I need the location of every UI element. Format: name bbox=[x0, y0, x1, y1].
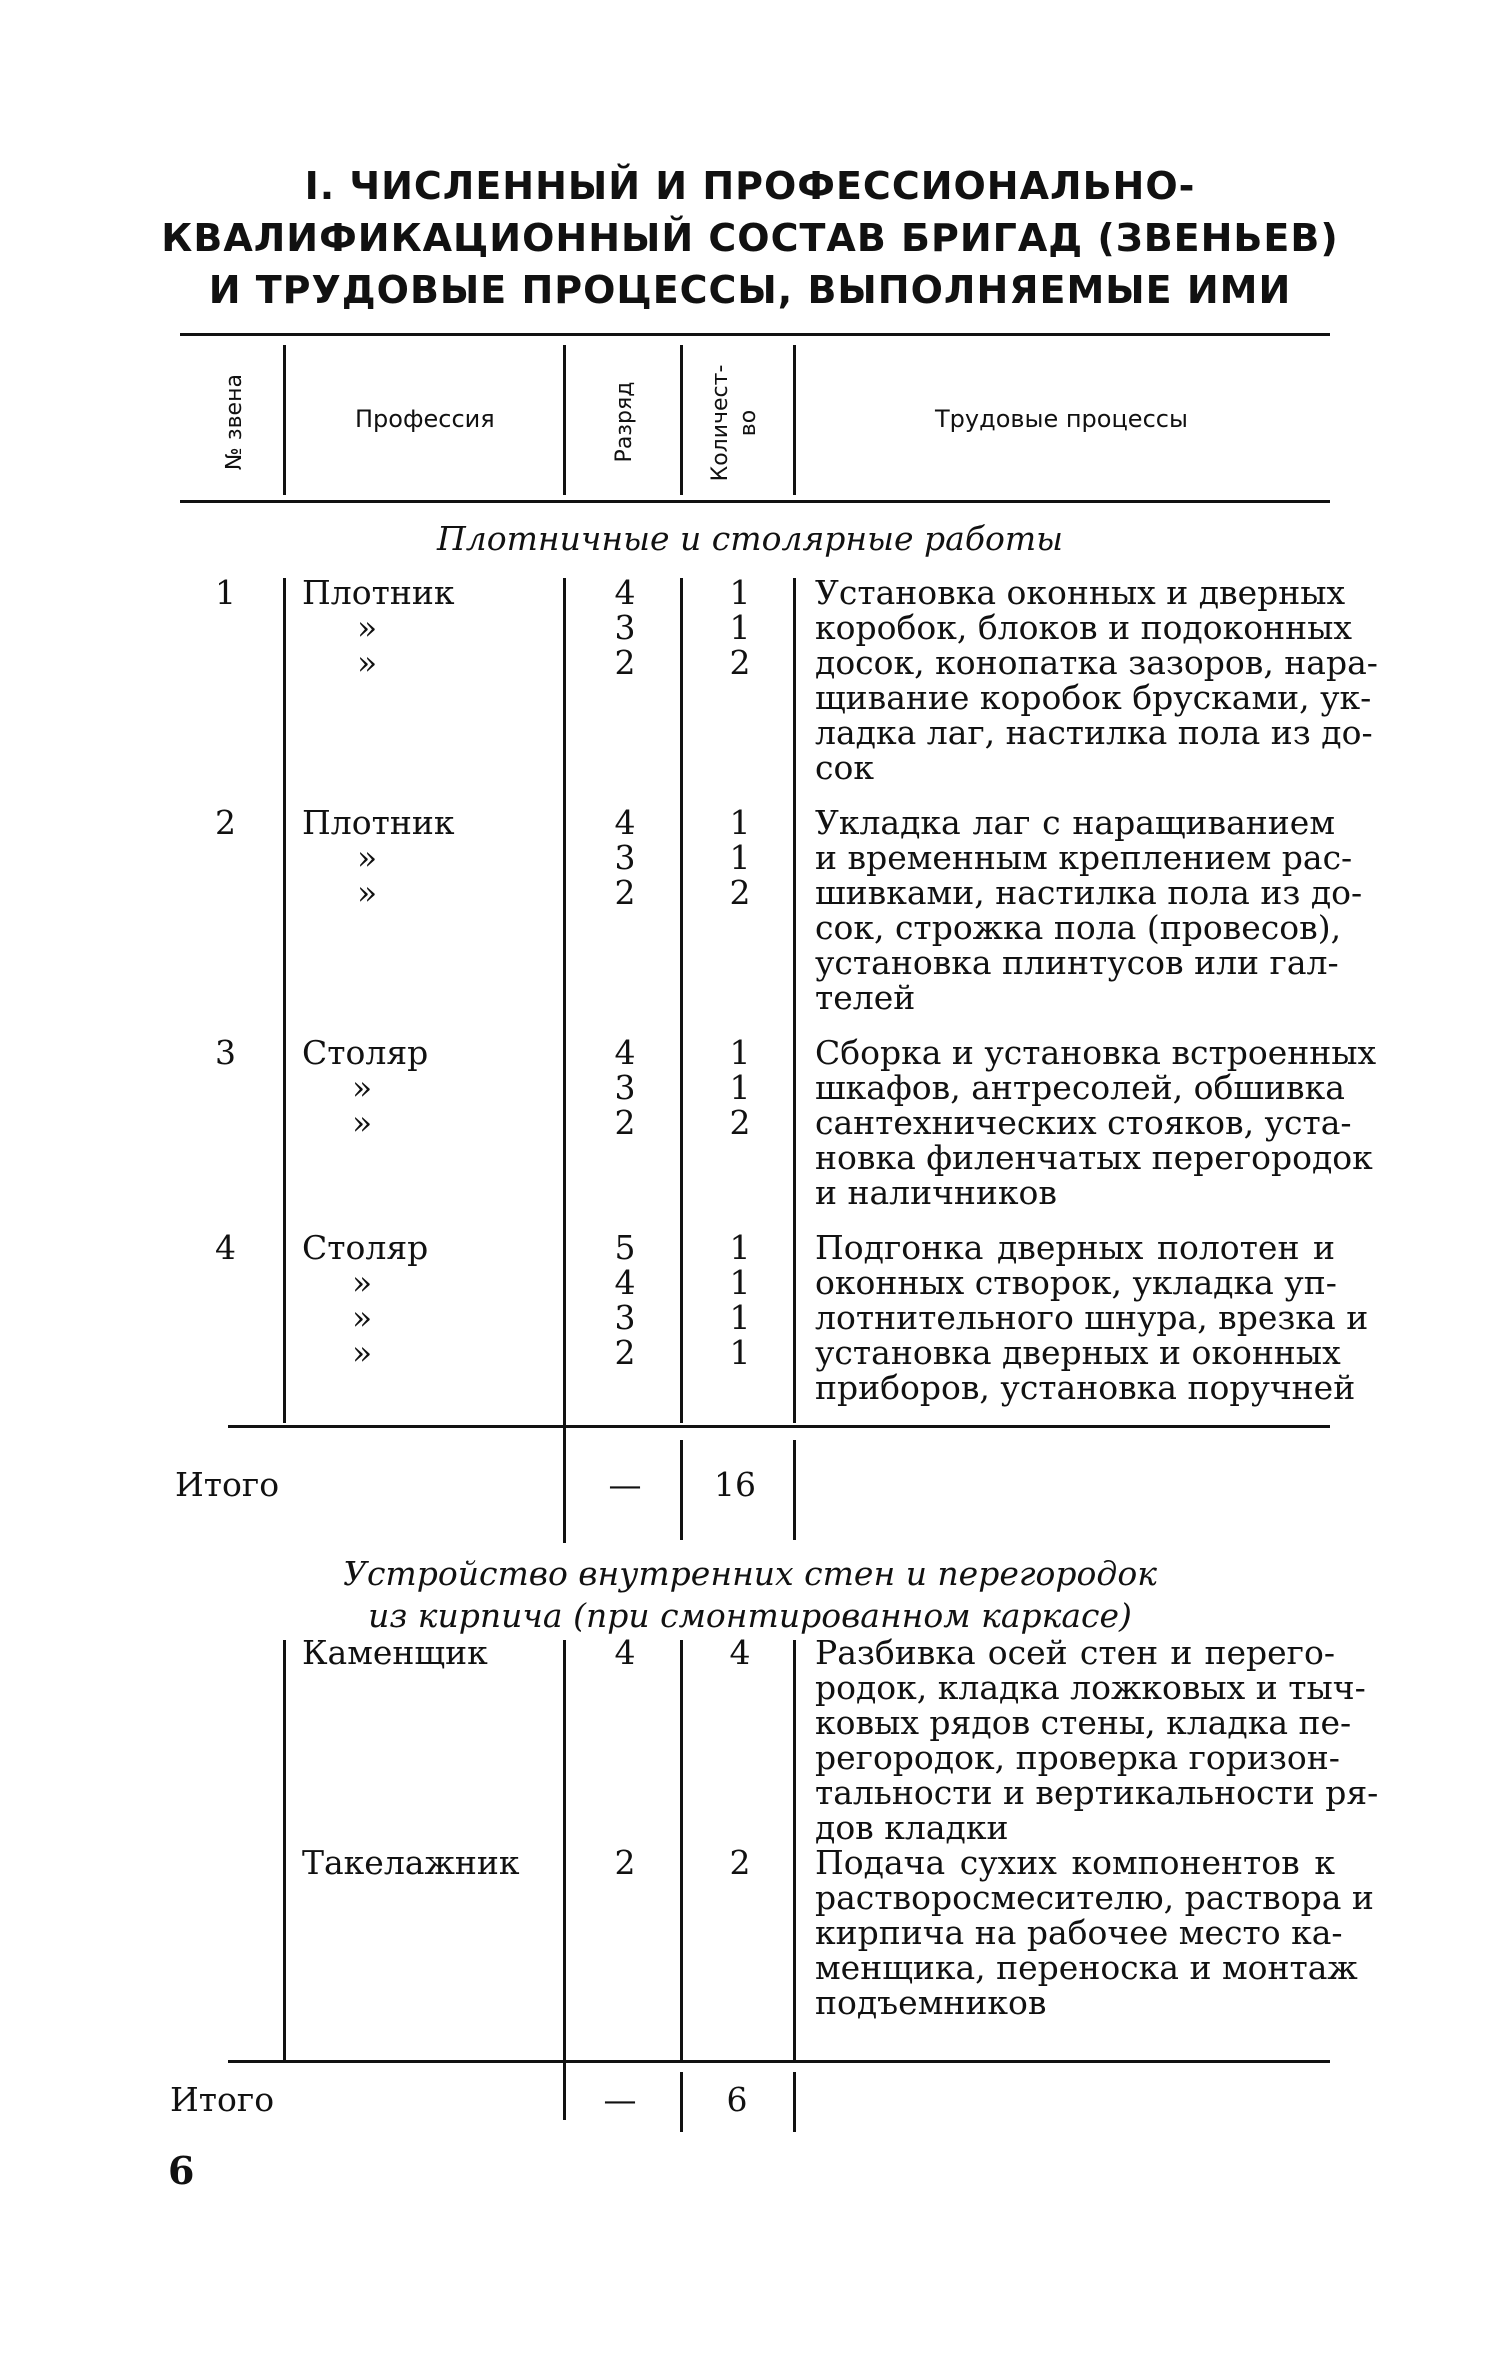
process-line: коробок, блоков и подоконных bbox=[815, 608, 1352, 647]
column-divider bbox=[283, 1640, 286, 2060]
count-value: 1 bbox=[729, 1263, 751, 1302]
ditto-mark: » bbox=[352, 1298, 373, 1337]
process-line: и временным креплением рас- bbox=[815, 838, 1353, 877]
ditto-mark: » bbox=[352, 1103, 373, 1142]
process-description bbox=[815, 573, 1378, 787]
profession-name: Плотник bbox=[302, 803, 455, 842]
header-divider bbox=[793, 345, 796, 495]
count-value: 1 bbox=[729, 1298, 751, 1337]
grade-value: 4 bbox=[614, 1263, 636, 1302]
column-divider bbox=[680, 578, 683, 1423]
section-title: Плотничные и столярные работы bbox=[436, 519, 1064, 558]
process-line: менщика, переноска и монтаж bbox=[815, 1948, 1358, 1987]
header-count-line-2: во bbox=[736, 409, 761, 437]
page-title bbox=[150, 160, 1350, 316]
ditto-mark: » bbox=[352, 1068, 373, 1107]
process-line: растворосмесителю, раствора и bbox=[815, 1878, 1374, 1917]
ditto-mark: » bbox=[357, 873, 378, 912]
total-label: Итого bbox=[170, 2080, 275, 2119]
column-divider bbox=[793, 578, 796, 1423]
process-description bbox=[815, 1033, 1377, 1212]
grade-value: 4 bbox=[614, 1633, 636, 1672]
count-value: 1 bbox=[729, 608, 751, 647]
process-line: дов кладки bbox=[815, 1808, 1009, 1847]
title-line-3: И ТРУДОВЫЕ ПРОЦЕССЫ, ВЫПОЛНЯЕМЫЕ ИМИ bbox=[208, 268, 1292, 312]
process-description bbox=[815, 1228, 1369, 1407]
profession-cell bbox=[302, 805, 552, 910]
grade-cell bbox=[585, 805, 665, 910]
count-value: 1 bbox=[729, 573, 751, 612]
grade-value: 2 bbox=[614, 643, 636, 682]
count-cell bbox=[700, 1035, 780, 1140]
count-value: 1 bbox=[729, 1228, 751, 1267]
profession-cell bbox=[302, 1230, 552, 1370]
count-cell bbox=[700, 805, 780, 910]
unit-number: 3 bbox=[215, 1033, 236, 1072]
total-rule bbox=[228, 1425, 1330, 1428]
total-divider bbox=[793, 1440, 796, 1540]
section-title-line-1: Устройство внутренних стен и перегородок bbox=[343, 1554, 1157, 1593]
table-top-rule bbox=[180, 333, 1330, 336]
process-line: родок, кладка ложковых и тыч- bbox=[815, 1668, 1366, 1707]
ditto-mark: » bbox=[357, 608, 378, 647]
count-value: 1 bbox=[729, 1333, 751, 1372]
column-divider bbox=[563, 1640, 566, 2120]
process-line: и наличников bbox=[815, 1173, 1057, 1212]
count-value: 2 bbox=[729, 1843, 751, 1882]
process-line: тальности и вертикальности ря- bbox=[815, 1773, 1379, 1812]
total-divider bbox=[680, 1440, 683, 1540]
process-line: Подгонка дверных полотен и bbox=[815, 1228, 1335, 1267]
header-divider bbox=[283, 345, 286, 495]
total-count: 6 bbox=[726, 2080, 748, 2119]
unit-number: 4 bbox=[215, 1228, 236, 1267]
process-line: кирпича на рабочее место ка- bbox=[815, 1913, 1343, 1952]
total-grade: — bbox=[603, 2080, 637, 2119]
process-line: ковых рядов стены, кладка пе- bbox=[815, 1703, 1352, 1742]
process-line: сок, строжка пола (провесов), bbox=[815, 908, 1342, 947]
section-title bbox=[300, 1553, 1200, 1637]
process-line: шкафов, антресолей, обшивка bbox=[815, 1068, 1345, 1107]
column-divider bbox=[563, 578, 566, 1543]
grade-value: 4 bbox=[614, 573, 636, 612]
profession-name: Столяр bbox=[302, 1228, 429, 1267]
header-divider bbox=[563, 345, 566, 495]
grade-value: 3 bbox=[614, 608, 636, 647]
process-line: Подача сухих компонентов к bbox=[815, 1843, 1335, 1882]
count-value: 2 bbox=[729, 873, 751, 912]
unit-number: 2 bbox=[215, 803, 236, 842]
grade-value: 3 bbox=[614, 1068, 636, 1107]
title-line-2: КВАЛИФИКАЦИОННЫЙ СОСТАВ БРИГАД (ЗВЕНЬЕВ) bbox=[161, 216, 1339, 260]
total-label: Итого bbox=[175, 1465, 280, 1504]
process-line: щивание коробок брусками, ук- bbox=[815, 678, 1372, 717]
header-count bbox=[707, 353, 763, 493]
header-grade: Разряд bbox=[612, 381, 637, 463]
header-unit-no: № звена bbox=[222, 374, 247, 470]
profession-name: Такелажник bbox=[302, 1843, 520, 1882]
header-processes: Трудовые процессы bbox=[935, 405, 1188, 433]
ditto-mark: » bbox=[357, 643, 378, 682]
ditto-mark: » bbox=[357, 838, 378, 877]
process-line: сок bbox=[815, 748, 874, 787]
header-profession: Профессия bbox=[355, 405, 495, 433]
process-line: регородок, проверка горизон- bbox=[815, 1738, 1340, 1777]
ditto-mark: » bbox=[352, 1333, 373, 1372]
count-value: 1 bbox=[729, 803, 751, 842]
count-value: 2 bbox=[729, 643, 751, 682]
grade-cell bbox=[585, 575, 665, 680]
profession-name: Каменщик bbox=[302, 1633, 488, 1672]
grade-cell bbox=[585, 1035, 665, 1140]
header-divider bbox=[680, 345, 683, 495]
grade-value: 2 bbox=[614, 1333, 636, 1372]
total-rule bbox=[228, 2060, 1330, 2063]
profession-name: Плотник bbox=[302, 573, 455, 612]
grade-value: 3 bbox=[614, 1298, 636, 1337]
process-line: шивками, настилка пола из до- bbox=[815, 873, 1363, 912]
profession-cell bbox=[302, 1035, 552, 1140]
process-line: оконных створок, укладка уп- bbox=[815, 1263, 1337, 1302]
header-count-line-1: Количест- bbox=[708, 364, 733, 482]
grade-cell bbox=[585, 1230, 665, 1370]
count-value: 4 bbox=[729, 1633, 751, 1672]
process-line: новка филенчатых перегородок bbox=[815, 1138, 1373, 1177]
grade-value: 2 bbox=[614, 873, 636, 912]
process-line: Сборка и установка встроенных bbox=[815, 1033, 1377, 1072]
count-cell bbox=[700, 575, 780, 680]
process-line: Разбивка осей стен и перего- bbox=[815, 1633, 1335, 1672]
grade-value: 5 bbox=[614, 1228, 636, 1267]
grade-value: 2 bbox=[614, 1103, 636, 1142]
unit-number: 1 bbox=[215, 573, 236, 612]
grade-value: 3 bbox=[614, 838, 636, 877]
total-count: 16 bbox=[714, 1465, 756, 1504]
grade-value: 2 bbox=[614, 1843, 636, 1882]
process-line: лотнительного шнура, врезка и bbox=[815, 1298, 1369, 1337]
column-divider bbox=[283, 578, 286, 1423]
process-line: сантехнических стояков, уста- bbox=[815, 1103, 1352, 1142]
count-value: 1 bbox=[729, 1068, 751, 1107]
table-header-rule bbox=[180, 500, 1330, 503]
process-line: Установка оконных и дверных bbox=[815, 573, 1346, 612]
total-divider bbox=[793, 2072, 796, 2132]
total-divider bbox=[680, 2072, 683, 2132]
column-divider bbox=[680, 1640, 683, 2060]
page-number: 6 bbox=[168, 2148, 195, 2193]
column-divider bbox=[793, 1640, 796, 2060]
process-line: телей bbox=[815, 978, 916, 1017]
grade-value: 4 bbox=[614, 803, 636, 842]
process-description bbox=[815, 1843, 1374, 2022]
process-line: приборов, установка поручней bbox=[815, 1368, 1356, 1407]
grade-value: 4 bbox=[614, 1033, 636, 1072]
process-description bbox=[815, 803, 1363, 1017]
process-description bbox=[815, 1633, 1379, 1847]
count-value: 1 bbox=[729, 1033, 751, 1072]
title-line-1: I. ЧИСЛЕННЫЙ И ПРОФЕССИОНАЛЬНО- bbox=[304, 164, 1196, 208]
process-line: ладка лаг, настилка пола из до- bbox=[815, 713, 1373, 752]
process-line: подъемников bbox=[815, 1983, 1047, 2022]
ditto-mark: » bbox=[352, 1263, 373, 1302]
process-line: досок, конопатка зазоров, нара- bbox=[815, 643, 1378, 682]
section-title-line-2: из кирпича (при смонтированном каркасе) bbox=[368, 1596, 1132, 1635]
process-line: установка дверных и оконных bbox=[815, 1333, 1341, 1372]
profession-name: Столяр bbox=[302, 1033, 429, 1072]
process-line: Укладка лаг с наращиванием bbox=[815, 803, 1335, 842]
count-cell bbox=[700, 1230, 780, 1370]
count-value: 2 bbox=[729, 1103, 751, 1142]
process-line: установка плинтусов или гал- bbox=[815, 943, 1339, 982]
count-value: 1 bbox=[729, 838, 751, 877]
profession-cell bbox=[302, 575, 552, 680]
total-grade: — bbox=[608, 1465, 642, 1504]
